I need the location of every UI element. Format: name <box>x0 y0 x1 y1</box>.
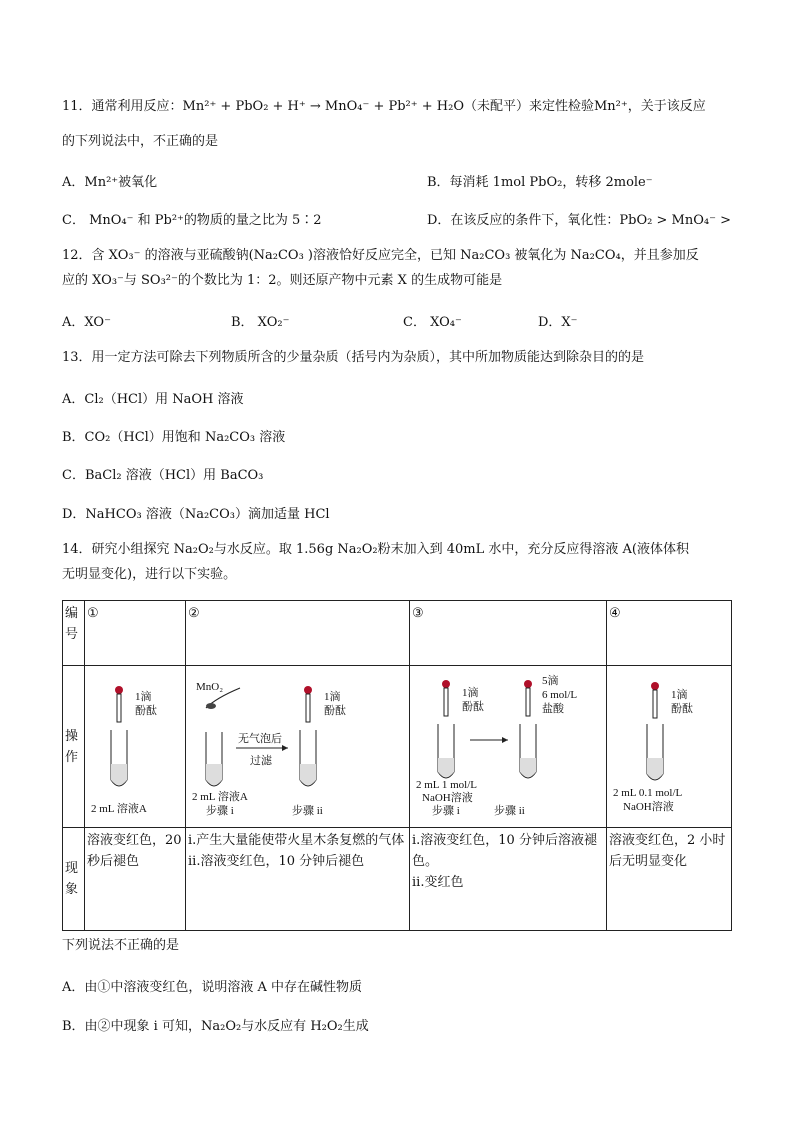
q12-stem-line1: 12．含 XO₃⁻ 的溶液与亚硫酸钠(Na₂CO₃ )溶液恰好反应完全，已知 Na₂CO₃ 被氧化为 Na₂CO₄，并且参加反 <box>62 248 699 263</box>
tube-liquid-i <box>438 758 454 777</box>
tube-liquid <box>647 758 663 779</box>
label-step-i: 步骤 i <box>206 805 234 817</box>
table-row-number <box>63 601 732 666</box>
col-header-4: ④ <box>607 601 732 666</box>
obs-cell-2 <box>186 828 410 931</box>
row-header-number: 编号 <box>63 601 85 666</box>
label-arrow-top: 无气泡后 <box>238 733 282 745</box>
dropper-tube <box>444 688 448 716</box>
label-arrow-bottom: 过滤 <box>250 755 272 767</box>
q13-stem: 13．用一定方法可除去下列物质所含的少量杂质（括号内为杂质），其中所加物质能达到除杂目的的是 <box>62 350 645 365</box>
row-header-operation: 操作 <box>63 666 85 828</box>
label-tube: 2 mL 溶液A <box>91 803 147 815</box>
col-header-2: ② <box>186 601 410 666</box>
label-step-ii: 步骤 ii <box>292 805 323 817</box>
label-reagent-1: 酚酞 <box>462 701 484 713</box>
q11-equation: Mn²⁺ + PbO₂ + H⁺ → MnO₄⁻ + Pb²⁺ + H₂O <box>182 99 464 114</box>
label-reagent: 酚酞 <box>324 705 346 717</box>
tube-liquid-ii <box>520 758 536 777</box>
label-drop-2: 5滴 <box>542 675 559 687</box>
label-drop: 1滴 <box>671 689 688 701</box>
label-drop: 1滴 <box>135 691 152 703</box>
dropper-bulb <box>304 686 312 694</box>
dropper-tube <box>526 688 530 716</box>
label-reagent-2: 盐酸 <box>542 703 564 715</box>
col-header-1: ① <box>85 601 186 666</box>
q11-option-d: D．在该反应的条件下，氧化性：PbO₂ > MnO₄⁻ > <box>427 213 731 228</box>
label-tube: 2 mL 溶液A <box>192 791 248 803</box>
obs-cell-4: 溶液变红色，2 小时后无明显变化 <box>607 828 732 931</box>
tube-liquid <box>111 764 127 785</box>
col-header-3: ③ <box>410 601 607 666</box>
q12-stem-line2: 应的 XO₃⁻与 SO₃²⁻的个数比为 1：2。则还原产物中元素 X 的生成物可能是 <box>62 273 503 288</box>
experiment-table <box>62 600 732 931</box>
tube-liquid-i <box>206 764 222 785</box>
dropper-bulb <box>651 682 659 690</box>
label-drop-1: 1滴 <box>462 687 479 699</box>
label-tube-1: 2 mL 1 mol/L <box>416 779 478 791</box>
obs-3-ii: ii.变红色 <box>412 875 464 890</box>
row-header-observation: 现象 <box>63 828 85 931</box>
label-concentration: 6 mol/L <box>542 689 578 701</box>
dropper-tube <box>653 690 657 718</box>
q13-option-a: A．Cl₂（HCl）用 NaOH 溶液 <box>62 392 244 407</box>
obs-3-i: i.溶液变红色，10 分钟后溶液褪色。 <box>412 833 597 869</box>
label-tube-1: 2 mL 0.1 mol/L <box>613 787 683 799</box>
label-tube-2: NaOH溶液 <box>623 801 674 813</box>
arrow-head <box>502 737 508 743</box>
op-cell-3 <box>410 666 607 828</box>
q13-option-d: D．NaHCO₃ 溶液（Na₂CO₃）滴加适量 HCl <box>62 507 330 522</box>
apparatus-3 <box>412 668 605 818</box>
obs-2-i: i.产生大量能使带火星木条复燃的气体 <box>188 833 405 848</box>
dropper-tube <box>306 694 310 722</box>
q11-option-b: B．每消耗 1mol PbO₂，转移 2mole⁻ <box>427 175 653 190</box>
q14-option-a: A．由①中溶液变红色，说明溶液 A 中存在碱性物质 <box>62 980 363 995</box>
dropper-bulb <box>442 680 450 688</box>
q14-stem-line2: 无明显变化)，进行以下实验。 <box>62 567 237 582</box>
label-reagent: 酚酞 <box>671 703 693 715</box>
q12-option-b: B． XO₂⁻ <box>231 315 290 330</box>
q14-option-b: B．由②中现象 i 可知，Na₂O₂与水反应有 H₂O₂生成 <box>62 1019 369 1034</box>
apparatus-4 <box>609 668 730 818</box>
dropper-bulb <box>115 686 123 694</box>
q14-prompt: 下列说法不正确的是 <box>62 938 180 953</box>
dropper-tube <box>117 694 121 722</box>
op-cell-4 <box>607 666 732 828</box>
arrow-head <box>282 745 288 751</box>
q13-option-b: B．CO₂（HCl）用饱和 Na₂CO₃ 溶液 <box>62 430 286 445</box>
mno2-powder <box>206 703 216 709</box>
tube-liquid-ii <box>300 764 316 785</box>
op-cell-1 <box>85 666 186 828</box>
q12-option-c: C． XO₄⁻ <box>403 315 462 330</box>
q12-option-a: A．XO⁻ <box>62 315 111 330</box>
obs-cell-3 <box>410 828 607 931</box>
q12-option-d: D．X⁻ <box>538 315 578 330</box>
q14-stem-line1: 14．研究小组探究 Na₂O₂与水反应。取 1.56g Na₂O₂粉末加入到 40mL 水中，充分反应得溶液 A(液体体积 <box>62 542 689 557</box>
q11-option-c: C． MnO₄⁻ 和 Pb²⁺的物质的量之比为 5∶2 <box>62 213 322 228</box>
label-drop: 1滴 <box>324 691 341 703</box>
apparatus-1 <box>87 668 184 818</box>
table-row-observation <box>63 828 732 931</box>
q13-option-c: C．BaCl₂ 溶液（HCl）用 BaCO₃ <box>62 468 264 483</box>
q11-option-a: A．Mn²⁺被氧化 <box>62 175 158 190</box>
table-row-operation <box>63 666 732 828</box>
op-cell-2 <box>186 666 410 828</box>
label-step-i: 步骤 i <box>432 805 460 817</box>
dropper-bulb <box>524 680 532 688</box>
label-step-ii: 步骤 ii <box>494 805 525 817</box>
q11-stem-line1: 11．通常利用反应：Mn²⁺ + PbO₂ + H⁺ → MnO₄⁻ + Pb²⁺ + H₂O（未配平）来定性检验Mn²⁺，关于该反应 <box>62 99 706 114</box>
label-tube-2: NaOH溶液 <box>422 792 473 804</box>
label-reagent: 酚酞 <box>135 705 157 717</box>
obs-cell-1: 溶液变红色，20 秒后褪色 <box>85 828 186 931</box>
apparatus-2 <box>188 668 408 818</box>
obs-2-ii: ii.溶液变红色，10 分钟后褪色 <box>188 854 365 869</box>
q11-stem-line2: 的下列说法中，不正确的是 <box>62 134 219 149</box>
label-mno2: MnO₂ <box>196 681 224 693</box>
